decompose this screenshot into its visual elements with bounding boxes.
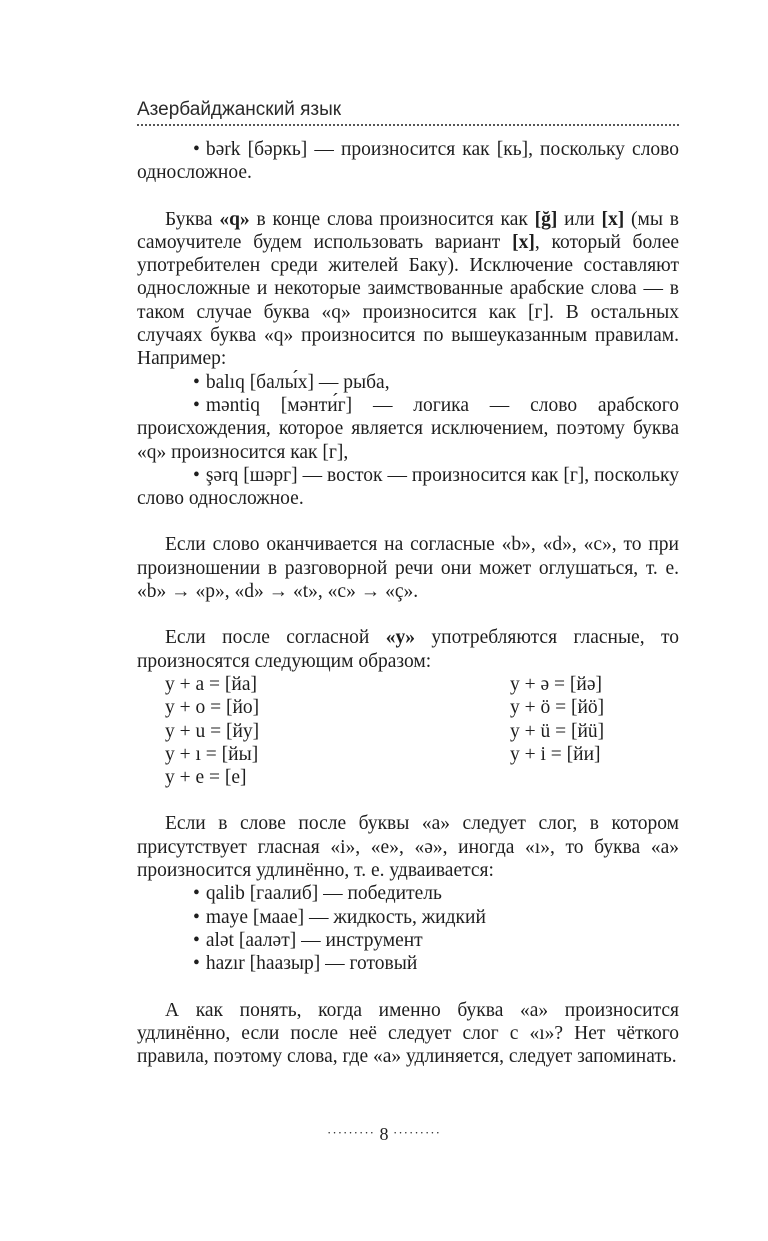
- text-run: или: [557, 208, 602, 230]
- combination-item: y + u = [йу]: [165, 720, 260, 742]
- list-item-text: məntiq [мәнти́г] — логика — слово арабского происхождения, которое является исключением, поэтому буква «q» произносится как [г],: [137, 394, 679, 463]
- list-item: [137, 906, 679, 929]
- text-run: , который более употребителен среди жителей Баку). Исключение составляют односложные и некоторые заимствованные арабские слова — в таком случае буква «q» произносится как [г]. В остальных случаях буква «q» произносится по вышеуказанным правилам. Например:: [137, 231, 680, 370]
- bullet-icon: •: [193, 906, 200, 928]
- list-item: [137, 464, 679, 511]
- bold-term: [х]: [512, 231, 535, 253]
- list-item-text: hazır [haазыр] — готовый: [205, 953, 418, 975]
- list-item: [137, 394, 679, 464]
- list-item-text: balıq [балы́х] — рыба,: [205, 371, 390, 393]
- combination-item: y + a = [йа]: [165, 673, 257, 695]
- paragraph-long-a: Если в слове после буквы «a» следует слог, в котором присутствует гласная «i», «e», «ə», иногда «ı», то буква «a» произносится удлинённо, т. е. удваивается:: [137, 813, 679, 882]
- bullet-icon: •: [193, 371, 200, 393]
- combination-item: y + e = [е]: [165, 767, 247, 789]
- paragraph-q-rule: [137, 208, 679, 371]
- combination-item: y + ö = [йö]: [510, 697, 605, 719]
- bold-term: «q»: [219, 208, 250, 230]
- combination-item: y + ı = [йы]: [165, 743, 259, 765]
- spacer: [137, 185, 679, 208]
- bullet-icon: •: [193, 394, 200, 416]
- bullet-list-long-a-examples: [137, 882, 679, 975]
- paragraph-y-rule: [137, 626, 679, 673]
- text-run: Если после согласной: [165, 627, 386, 649]
- bold-term: [ğ]: [534, 208, 558, 230]
- bullet-list-intro: [137, 138, 679, 185]
- list-item: [137, 138, 679, 185]
- page-number-footer: [0, 1124, 768, 1145]
- running-header: Азербайджанский язык: [137, 98, 679, 126]
- page-body: [137, 98, 679, 1068]
- bullet-icon: •: [193, 953, 200, 975]
- list-item-text: qalib [гаалиб] — победитель: [205, 883, 442, 905]
- bold-term: [х]: [601, 208, 625, 230]
- text-run: (мы в самоучителе будем использовать вариант: [137, 208, 679, 253]
- text-run: Буква: [165, 208, 220, 230]
- combination-item: y + ü = [йü]: [510, 720, 605, 742]
- folio-dots-left: ·········: [327, 1125, 375, 1140]
- list-item-text: bərk [бәркь] — произносится как [кь], поскольку слово односложное.: [137, 139, 679, 184]
- bullet-icon: •: [193, 464, 200, 486]
- bullet-icon: •: [193, 929, 200, 951]
- list-item-text: maye [маае] — жидкость, жидкий: [205, 906, 486, 928]
- spacer: [137, 603, 679, 626]
- bullet-icon: •: [193, 883, 200, 905]
- page-number: 8: [379, 1124, 389, 1144]
- combination-item: y + i = [йи]: [510, 743, 601, 765]
- spacer: [137, 976, 679, 999]
- bullet-list-q-examples: [137, 371, 679, 511]
- combination-item: y + ə = [йә]: [510, 673, 602, 695]
- text-run: в конце слова произносится как: [249, 208, 535, 230]
- text-run: употребляются гласные, то произносятся следующим образом:: [137, 627, 679, 672]
- list-item-text: alət [аалəт] — инструмент: [205, 929, 423, 951]
- spacer: [137, 510, 679, 533]
- paragraph-devoicing: Если слово оканчивается на согласные «b», «d», «c», то при произношении в разговорной речи они может оглушаться, т. е. «b» → «p», «d» → «t», «c» → «ç».: [137, 534, 679, 603]
- list-item: [137, 952, 679, 975]
- bullet-icon: •: [193, 139, 200, 160]
- folio-dots-right: ·········: [393, 1125, 441, 1140]
- list-item: [137, 929, 679, 952]
- y-vowel-combinations: [137, 673, 679, 789]
- combination-item: y + o = [йо]: [165, 697, 260, 719]
- list-item: [137, 371, 679, 394]
- spacer: [137, 789, 679, 812]
- list-item: [137, 882, 679, 905]
- paragraph-closing: А как понять, когда именно буква «a» произносится удлинённо, если после неё следует слог с «ı»? Нет чёткого правила, поэтому слова, где «a» удлиняется, следует запоминать.: [137, 999, 679, 1068]
- bold-term: «y»: [385, 627, 415, 649]
- list-item-text: şərq [шәрг] — восток — произносится как [г], поскольку слово односложное.: [137, 464, 679, 510]
